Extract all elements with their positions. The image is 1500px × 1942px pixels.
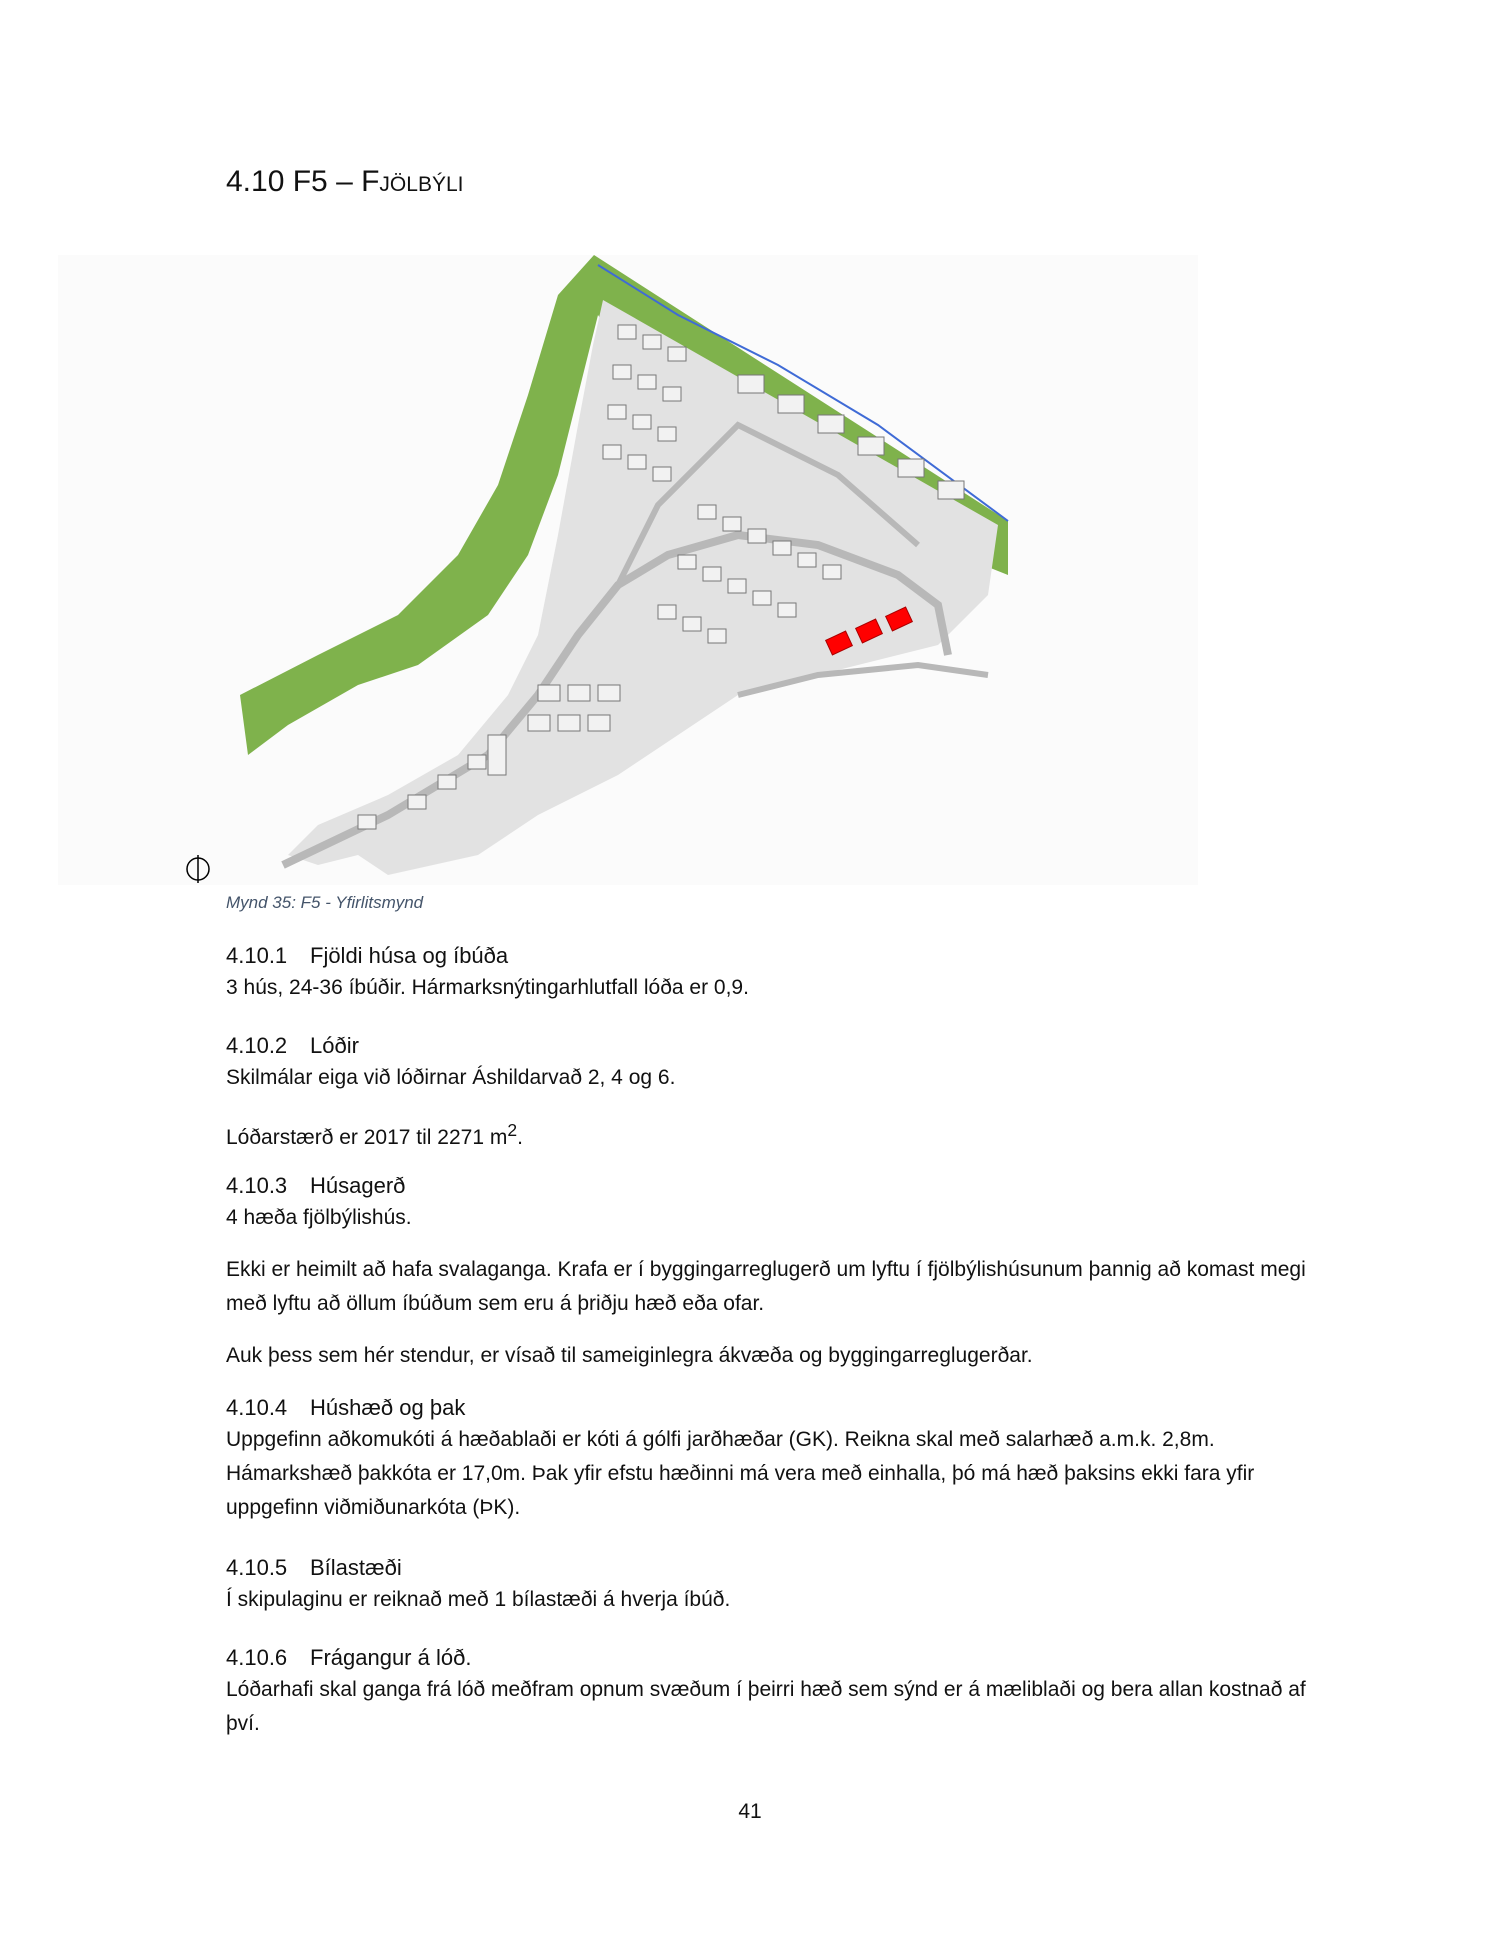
section-4-10-6 xyxy=(226,1643,1316,1759)
section-heading: 4.10.2 Lóðir xyxy=(226,1033,359,1058)
section-heading: 4.10.6 Frágangur á lóð. xyxy=(226,1645,472,1670)
page-title xyxy=(226,165,463,199)
section-text: Skilmálar eiga við lóðirnar Áshildarvað 2, 4 og 6. xyxy=(226,1066,676,1089)
site-plan-map xyxy=(58,255,1198,885)
page-number: 41 xyxy=(738,1800,762,1823)
section-text: Ekki er heimilt að hafa svalaganga. Krafa er í byggingarreglugerð um lyftu í fjölbýlishúsunum þannig að komast megi með lyftu að öllum íbúðum sem eru á þriðju hæð eða ofar. xyxy=(226,1258,1306,1315)
section-heading: 4.10.5 Bílastæði xyxy=(226,1555,402,1580)
section-text: Lóðarhafi skal ganga frá lóð meðfram opnum svæðum í þeirri hæð sem sýnd er á mæliblaði og bera allan kostnað af því. xyxy=(226,1678,1306,1735)
section-heading: 4.10.3 Húsagerð xyxy=(226,1173,406,1198)
figure-caption: Mynd 35: F5 - Yfirlitsmynd xyxy=(226,893,424,912)
section-text: 4 hæða fjölbýlishús. xyxy=(226,1206,412,1229)
section-4-10-1 xyxy=(226,941,1316,1023)
section-4-10-3 xyxy=(226,1171,1316,1391)
section-4-10-4 xyxy=(226,1393,1316,1543)
title-number: 4.10 F5 – xyxy=(226,165,353,198)
section-heading: 4.10.1 Fjöldi húsa og íbúða xyxy=(226,943,509,968)
title-name: Fjölbýli xyxy=(361,165,464,198)
section-text: Uppgefinn aðkomukóti á hæðablaði er kóti á gólfi jarðhæðar (GK). Reikna skal með salarhæð a.m.k. 2,8m. Hámarkshæð þakkóta er 17,0m. Þak yfir efstu hæðinni má vera með einhalla, þó má hæð þaksins ekki fara yfir uppgefinn viðmiðunarkóta (ÞK). xyxy=(226,1428,1255,1519)
section-text: Lóðarstærð er 2017 til 2271 $m^2$. xyxy=(226,1120,523,1149)
section-text: Í skipulaginu er reiknað með 1 bílastæði á hverja íbúð. xyxy=(226,1588,731,1611)
section-text: 3 hús, 24-36 íbúðir. Hármarksnýtingarhlutfall lóða er 0,9. xyxy=(226,976,749,999)
section-4-10-2 xyxy=(226,1031,1316,1173)
section-4-10-5 xyxy=(226,1553,1316,1635)
section-text: Auk þess sem hér stendur, er vísað til sameiginlegra ákvæða og byggingarreglugerðar. xyxy=(226,1344,1033,1367)
section-heading: 4.10.4 Húshæð og þak xyxy=(226,1395,466,1420)
